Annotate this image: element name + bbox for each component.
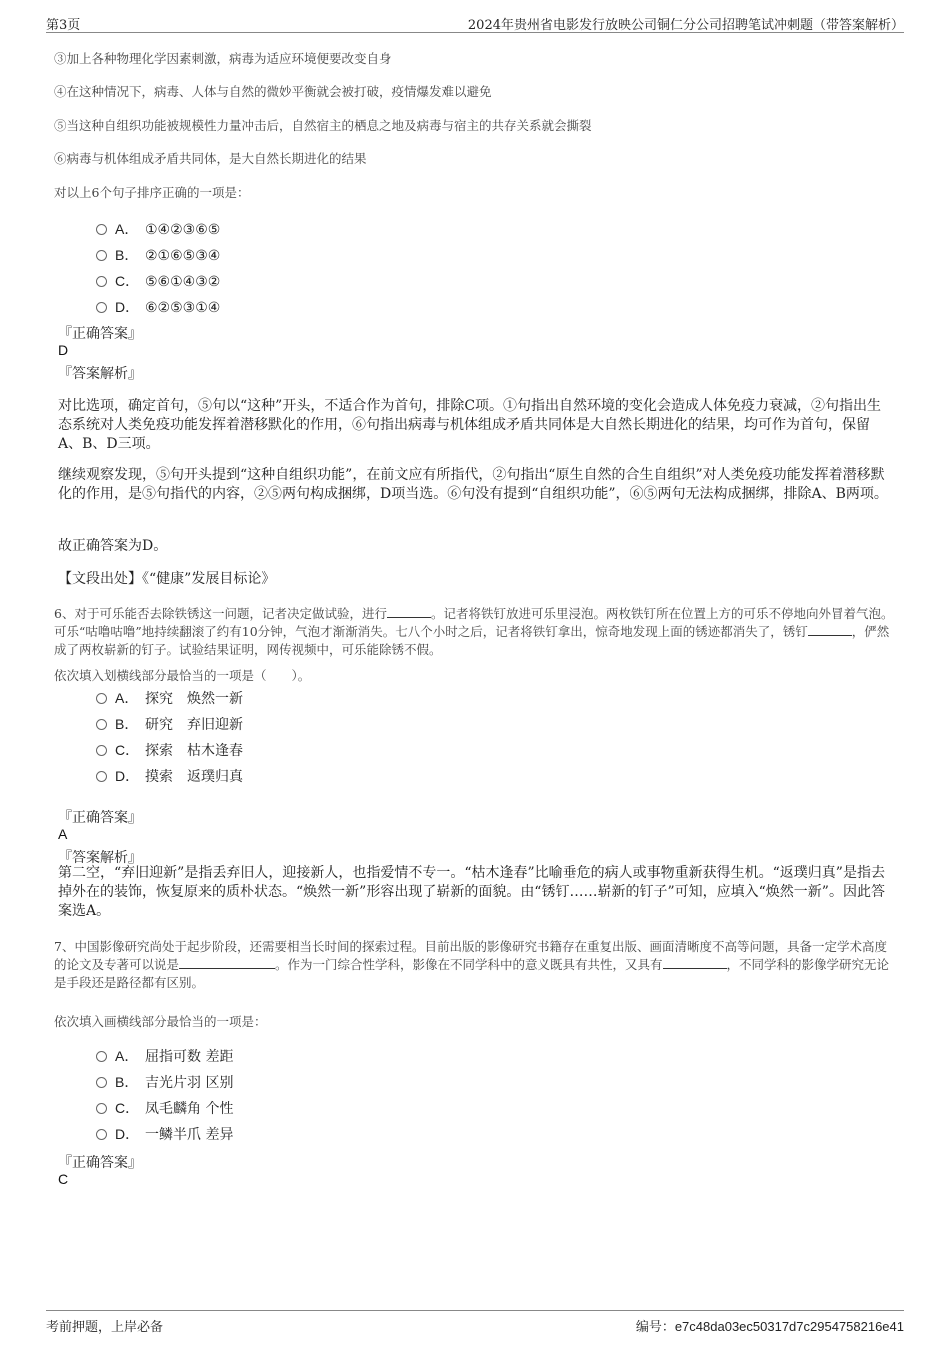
radio-icon[interactable] — [96, 224, 107, 235]
page-number: 第3页 — [46, 18, 81, 33]
radio-icon[interactable] — [96, 719, 107, 730]
document-title: 2024年贵州省电影发行放映公司铜仁分公司招聘笔试冲刺题（带答案解析） — [467, 18, 904, 33]
radio-icon[interactable] — [96, 771, 107, 782]
blank-2 — [808, 623, 852, 636]
option-a[interactable]: A． ①④②③⑥⑤ — [96, 219, 220, 239]
option-a[interactable]: A． 屈指可数 差距 — [96, 1046, 233, 1066]
option-c[interactable]: C． 探索 枯木逢春 — [96, 740, 243, 760]
statement-4: ④在这种情况下，病毒、人体与自然的微妙平衡就会被打破，疫情爆发难以避免 — [54, 84, 492, 99]
blank-2 — [663, 956, 727, 969]
analysis-label: 『答案解析』 — [58, 850, 142, 866]
radio-icon[interactable] — [96, 1077, 107, 1088]
document-id: 编号：e7c48da03ec50317d7c2954758216e41 — [635, 1319, 904, 1334]
analysis-label: 『答案解析』 — [58, 366, 142, 382]
page-header — [46, 12, 904, 33]
radio-icon[interactable] — [96, 693, 107, 704]
statement-5: ⑤当这种自组织功能被规模性力量冲击后，自然宿主的栖息之地及病毒与宿主的共存关系就会撕裂 — [54, 118, 592, 133]
analysis-paragraph: 第二空，“弃旧迎新”是指丢弃旧人，迎接新人，也指爱情不专一。“枯木逢春”比喻垂危的病人或事物重新获得生机。“返璞归真”是指去掉外在的装饰，恢复原来的质朴状态。“焕然一新”形容出现了崭新的面貌。由“锈钉……崭新的钉子”可知，应填入“焕然一新”。因此答案选A。 — [58, 865, 885, 919]
radio-icon[interactable] — [96, 1051, 107, 1062]
option-a[interactable]: A． 探究 焕然一新 — [96, 688, 243, 708]
answer-label: 『正确答案』 — [58, 326, 142, 342]
radio-icon[interactable] — [96, 276, 107, 287]
question-prompt: 依次填入划横线部分最恰当的一项是（ ）。 — [54, 668, 311, 683]
radio-icon[interactable] — [96, 1129, 107, 1140]
option-d[interactable]: D． ⑥②⑤③①④ — [96, 297, 220, 317]
radio-icon[interactable] — [96, 302, 107, 313]
option-d[interactable]: D． 一鳞半爪 差异 — [96, 1124, 233, 1144]
question-6-text: 6、对于可乐能否去除铁锈这一问题，记者决定做试验，进行 。记者将铁钉放进可乐里浸泡。两枚铁钉所在位置上方的可乐不停地向外冒着气泡。可乐“咕噜咕噜”地持续翻滚了约有10分钟，气泡才渐渐消失。七八个小时之后，记者将铁钉拿出，惊奇地发现上面的锈迹都消失了，锈钉 ，俨然成了两枚崭新的钉子。试验结果证明，网传视频中，可乐能除锈不假。 — [54, 606, 894, 657]
statement-6: ⑥病毒与机体组成矛盾共同体，是大自然长期进化的结果 — [54, 151, 367, 166]
question-prompt: 对以上6个句子排序正确的一项是： — [54, 185, 250, 200]
option-b[interactable]: B． ②①⑥⑤③④ — [96, 245, 220, 265]
option-c[interactable]: C． 凤毛麟角 个性 — [96, 1098, 233, 1118]
answer-value: A — [58, 826, 68, 842]
footer-slogan: 考前押题，上岸必备 — [46, 1320, 164, 1335]
radio-icon[interactable] — [96, 250, 107, 261]
page-footer — [46, 1310, 904, 1337]
source-note: 【文段出处】《“健康”发展目标论》 — [58, 571, 276, 587]
answer-label: 『正确答案』 — [58, 1155, 142, 1171]
option-c[interactable]: C． ⑤⑥①④③② — [96, 271, 220, 291]
analysis-paragraph: 对比选项，确定首句，⑤句以“这种”开头，不适合作为首句，排除C项。①句指出自然环境的变化会造成人体免疫力衰减，②句指出生态系统对人类免疫功能发挥着潜移默化的作用，⑥句指出病毒与机体组成矛盾共同体是大自然长期进化的结果，均可作为首句，保留A、B、D三项。 — [58, 398, 882, 452]
answer-value: D — [58, 342, 69, 358]
option-b[interactable]: B． 研究 弃旧迎新 — [96, 714, 243, 734]
blank-1 — [179, 956, 275, 969]
option-d[interactable]: D． 摸索 返璞归真 — [96, 766, 243, 786]
analysis-conclusion: 故正确答案为D。 — [58, 538, 168, 554]
statement-3: ③加上各种物理化学因素刺激，病毒为适应环境便要改变自身 — [54, 51, 392, 66]
radio-icon[interactable] — [96, 1103, 107, 1114]
analysis-paragraph: 继续观察发现，⑤句开头提到“这种自组织功能”，在前文应有所指代，②句指出“原生自然的合生自组织”对人类免疫功能发挥着潜移默化的作用，是⑤句指代的内容，②⑤两句构成捆绑，D项当选。⑥句没有提到“自组织功能”，⑥⑤两句无法构成捆绑，排除A、B两项。 — [58, 467, 888, 502]
answer-label: 『正确答案』 — [58, 810, 142, 826]
radio-icon[interactable] — [96, 745, 107, 756]
option-b[interactable]: B． 吉光片羽 区别 — [96, 1072, 233, 1092]
question-7-text: 7、中国影像研究尚处于起步阶段，还需要相当长时间的探索过程。目前出版的影像研究书籍存在重复出版、画面清晰度不高等问题，具备一定学术高度的论文及专著可以说是 。作为一门综合性学科，影像在不同学科中的意义既具有共性，又具有 ，不同学科的影像学研究无论是手段还是路径都有区别。 — [54, 939, 890, 990]
answer-value: C — [58, 1171, 69, 1187]
blank-1 — [387, 605, 431, 618]
question-prompt: 依次填入画横线部分最恰当的一项是： — [54, 1014, 267, 1029]
